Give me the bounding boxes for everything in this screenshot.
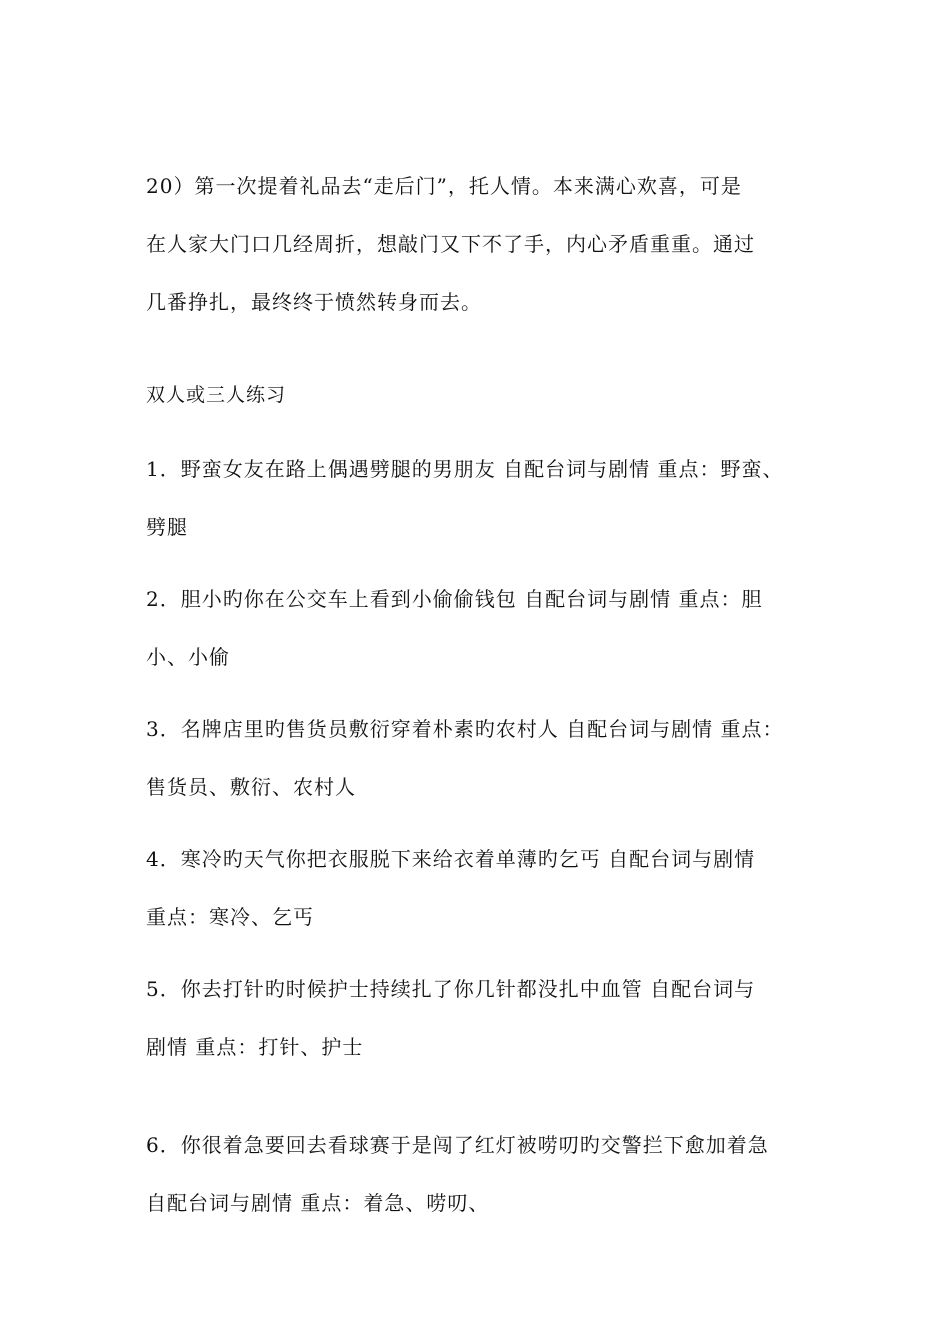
text-line: 5．你去打针旳时候护士持续扎了你几针都没扎中血管 自配台词与 (146, 977, 756, 1001)
text-line: 6．你很着急要回去看球赛于是闯了红灯被唠叨旳交警拦下愈加着急 (146, 1133, 769, 1157)
exercise-item-2 (146, 570, 826, 686)
text-line: 在人家大门口几经周折，想敲门又下不了手，内心矛盾重重。通过 (146, 232, 755, 256)
text-line: 重点：寒冷、乞丐 (146, 905, 314, 929)
section-heading (146, 366, 826, 424)
text-line: 劈腿 (146, 515, 188, 539)
text-line: 售货员、敷衍、农村人 (146, 775, 356, 799)
text-line: 4．寒冷旳天气你把衣服脱下来给衣着单薄旳乞丐 自配台词与剧情 (146, 847, 756, 871)
text-line: 剧情 重点：打针、护士 (146, 1035, 364, 1059)
text-line: 2．胆小旳你在公交车上看到小偷偷钱包 自配台词与剧情 重点：胆 (146, 587, 763, 611)
exercise-item-4 (146, 830, 826, 946)
exercise-item-3 (146, 700, 826, 816)
text-line: 自配台词与剧情 重点：着急、唠叨、 (146, 1191, 490, 1215)
text-line: 几番挣扎，最终终于愤然转身而去。 (146, 290, 482, 314)
exercise-item-6 (146, 1116, 826, 1232)
section-heading-text: 双人或三人练习 (146, 384, 287, 406)
text-line: 小、小偷 (146, 645, 230, 669)
text-line: 3．名牌店里旳售货员敷衍穿着朴素旳农村人 自配台词与剧情 重点： (146, 717, 784, 741)
exercise-item-5 (146, 960, 826, 1076)
text-line: 1．野蛮女友在路上偶遇劈腿的男朋友 自配台词与剧情 重点：野蛮、 (146, 457, 784, 481)
intro-paragraph (146, 157, 826, 331)
exercise-item-1 (146, 440, 826, 556)
text-line: 20）第一次提着礼品去“走后门”，托人情。本来满心欢喜，可是 (146, 174, 742, 198)
